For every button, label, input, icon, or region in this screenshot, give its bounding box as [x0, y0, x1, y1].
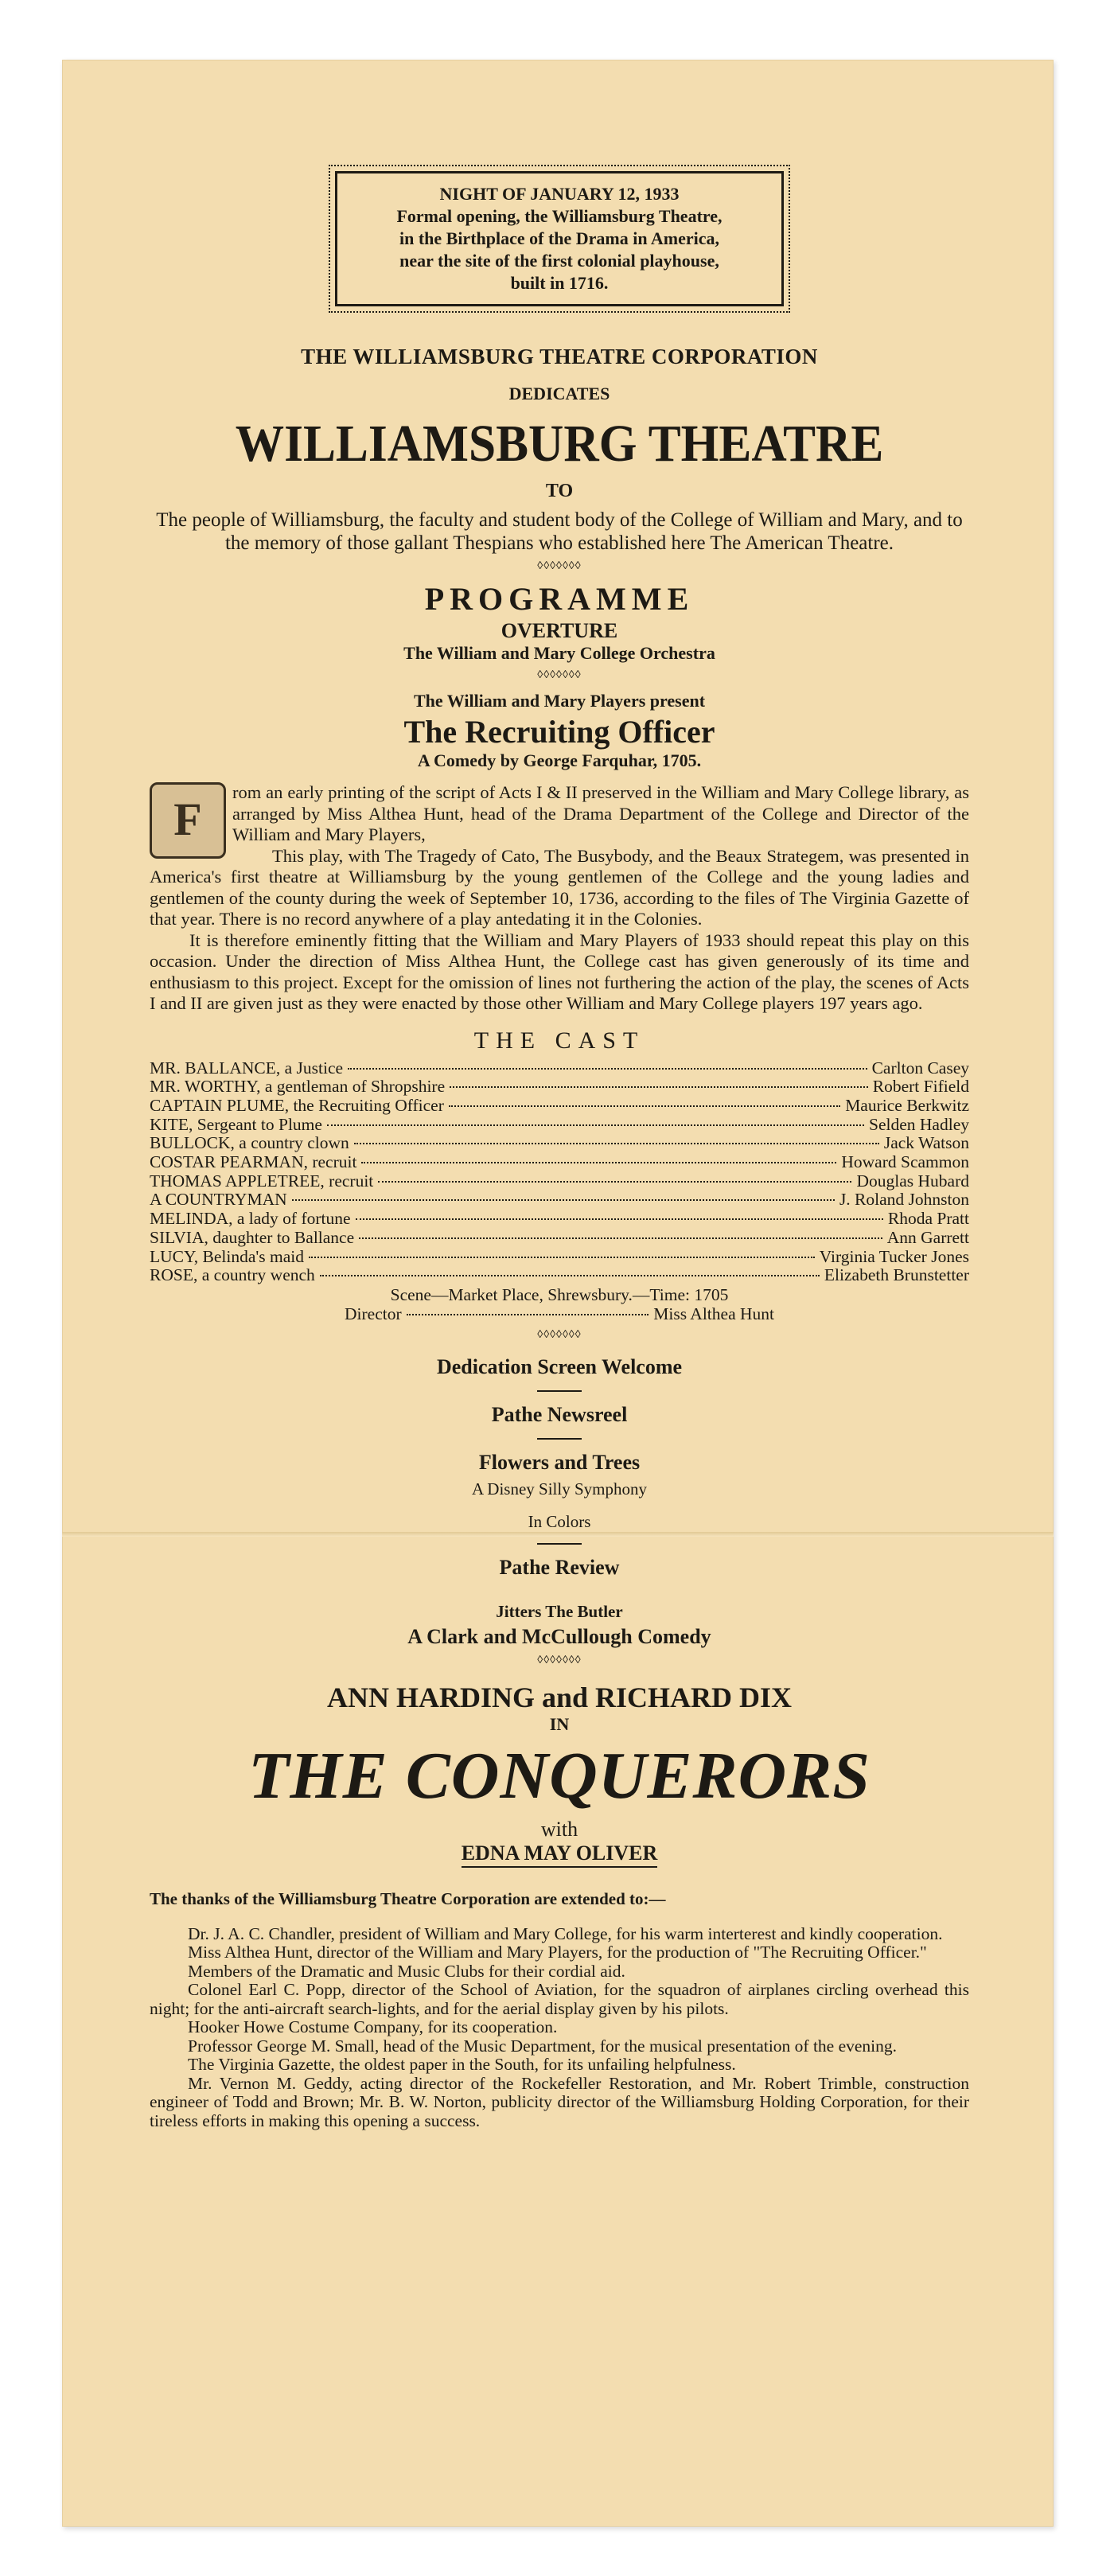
notice-line: near the site of the first colonial playhouse, [399, 251, 719, 271]
cast-actor: Carlton Casey [871, 1058, 969, 1078]
to-label: TO [545, 481, 574, 501]
cast-row [150, 1153, 969, 1172]
cast-actor: J. Roland Johnston [839, 1190, 969, 1210]
director-row [345, 1304, 774, 1323]
cast-actor: Howard Scammon [841, 1152, 969, 1172]
thanks-item: Members of the Dramatic and Music Clubs for their cordial aid. [188, 1961, 625, 1981]
thanks-heading: The thanks of the Williamsburg Theatre Corporation are extended to:— [150, 1888, 666, 1908]
bill-disney: A Disney Silly Symphony [472, 1479, 647, 1498]
scene-line: Scene—Market Place, Shrewsbury.—Time: 1705 [390, 1284, 729, 1304]
ornament-divider: ◊◊◊◊◊◊◊ [537, 1328, 582, 1341]
cast-actor: Ann Garrett [886, 1227, 969, 1247]
notice-line: built in 1716. [510, 273, 609, 293]
cast-row [150, 1134, 969, 1153]
cast-role: MELINDA, a lady of fortune [150, 1209, 351, 1229]
dedication-text: The people of Williamsburg, the faculty and student body of the College of William and Mary, and to the memory of those gallant Thespians who established here The American Theatre. [156, 509, 963, 554]
cast-row [150, 1116, 969, 1135]
cast-actor: Jack Watson [883, 1133, 969, 1153]
cast-role: CAPTAIN PLUME, the Recruiting Officer [150, 1095, 444, 1115]
bill-flowers: Flowers and Trees [478, 1450, 641, 1474]
cast-role: A COUNTRYMAN [150, 1190, 287, 1210]
thanks-item: Miss Althea Hunt, director of the William and Mary Players, for the production of "The Recruiting Officer." [188, 1943, 927, 1962]
cast-actor: Rhoda Pratt [887, 1209, 969, 1229]
drop-cap-letter: F [150, 782, 226, 859]
feature-stars: ANN HARDING and RICHARD DIX [326, 1681, 793, 1713]
cast-heading: THE CAST [473, 1027, 645, 1054]
bill-dedication-screen: Dedication Screen Welcome [436, 1354, 683, 1378]
cast-role: ROSE, a country wench [150, 1265, 315, 1285]
thanks-item: Colonel Earl C. Popp, director of the School of Aviation, for the squadron of airplanes circling overhead this night; for the anti-aircraft search-lights, and for the aerial display given by his pilots. [150, 1980, 969, 2018]
notice-line: in the Birthplace of the Drama in America, [399, 228, 720, 248]
feature-in: IN [549, 1713, 570, 1734]
cast-row [150, 1266, 969, 1285]
players-present: The William and Mary Players present [413, 691, 706, 711]
cast-role: LUCY, Belinda's maid [150, 1246, 304, 1266]
cast-row [150, 1248, 969, 1267]
director-label: Director [345, 1304, 402, 1323]
cast-role: MR. WORTHY, a gentleman of Shropshire [150, 1077, 446, 1097]
feature-title: THE CONQUERORS [248, 1738, 871, 1813]
cast-actor: Douglas Hubard [856, 1171, 969, 1191]
notice-line: NIGHT OF JANUARY 12, 1933 [439, 184, 680, 204]
director-name: Miss Althea Hunt [653, 1304, 774, 1323]
notes-paragraph: rom an early printing of the script of Acts I & II preserved in the William and Mary College library, as arranged by Miss Althea Hunt, head of the Drama Department of the College and Director of the William and Mary Players, [232, 782, 969, 844]
notice-line: Formal opening, the Williamsburg Theatre, [396, 206, 723, 226]
dedicates-label: DEDICATES [508, 384, 610, 403]
thanks-item: Mr. Vernon M. Geddy, acting director of the Rockefeller Restoration, and Mr. Robert Trimble, construction engineer of Todd and Brown; Mr. B. W. Norton, publicity director of the Williamsburg Holding Corporation, for their tireless efforts in making this opening a success. [150, 2073, 969, 2130]
notes-paragraph: This play, with The Tragedy of Cato, The Busybody, and the Beaux Strategem, was presented in America's first theatre at Williamsburg by the young gentlemen of the College and the young ladies and gentlemen of the county during the week of September 10, 1736, according to the files of The Virginia Gazette of that year. There is no record anywhere of a play antedating it in the Colonies. [150, 845, 969, 929]
cast-role: BULLOCK, a country clown [150, 1133, 349, 1153]
thanks-item: Hooker Howe Costume Company, for its cooperation. [188, 2017, 558, 2037]
cast-role: COSTAR PEARMAN, recruit [150, 1152, 357, 1172]
orchestra-name: The William and Mary College Orchestra [403, 643, 715, 663]
costar-name: EDNA MAY OLIVER [462, 1841, 658, 1868]
cast-actor: Selden Hadley [869, 1114, 969, 1134]
cast-actor: Robert Fifield [872, 1077, 969, 1097]
cast-row [150, 1078, 969, 1097]
cast-role: MR. BALLANCE, a Justice [150, 1058, 344, 1078]
cast-row [150, 1059, 969, 1078]
thanks-item: The Virginia Gazette, the oldest paper in the South, for its unfailing helpfulness. [188, 2055, 736, 2075]
feature-with: with [540, 1817, 578, 1841]
bill-review: Pathe Review [499, 1555, 620, 1579]
cast-role: KITE, Sergeant to Plume [150, 1114, 322, 1134]
short-rule [537, 1543, 582, 1545]
thanks-list [150, 1925, 969, 2131]
cast-role: THOMAS APPLETREE, recruit [150, 1171, 374, 1191]
bill-clark: A Clark and McCullough Comedy [407, 1624, 711, 1648]
bill-newsreel: Pathe Newsreel [491, 1402, 628, 1426]
corporation-name: THE WILLIAMSBURG THEATRE CORPORATION [301, 345, 818, 368]
cast-role: SILVIA, daughter to Ballance [150, 1227, 355, 1247]
thanks-item: Dr. J. A. C. Chandler, president of William and Mary College, for his warm interterest and kindly cooperation. [188, 1923, 943, 1943]
ornament-divider: ◊◊◊◊◊◊◊ [537, 560, 582, 572]
play-notes [150, 782, 969, 1015]
cast-list [150, 1059, 969, 1285]
programme-content [150, 171, 969, 2130]
ornament-divider: ◊◊◊◊◊◊◊ [537, 669, 582, 681]
feature-costar [150, 1841, 969, 1865]
play-title: The Recruiting Officer [403, 714, 715, 750]
theatre-title: WILLIAMSBURG THEATRE [235, 415, 884, 473]
programme-heading: PROGRAMME [424, 581, 695, 617]
cast-row [150, 1229, 969, 1248]
bill-jitters: Jitters The Butler [496, 1601, 623, 1621]
short-rule [537, 1438, 582, 1440]
notes-paragraph: It is therefore eminently fitting that the William and Mary Players of 1933 should repeat this play on this occasion. Under the direction of Miss Althea Hunt, the College cast has given generously of its time and enthusiasm to this project. Except for the omission of lines not furthering the action of the play, the scenes of Acts I and II are given just as they were enacted by those other William and Mary College players 197 years ago. [150, 929, 969, 1013]
overture-label: OVERTURE [501, 619, 618, 642]
ornament-divider: ◊◊◊◊◊◊◊ [537, 1654, 582, 1666]
opening-notice-box [335, 171, 784, 306]
cast-actor: Virginia Tucker Jones [819, 1246, 969, 1266]
play-author: A Comedy by George Farquhar, 1705. [417, 750, 702, 770]
cast-row [150, 1191, 969, 1210]
cast-row [150, 1097, 969, 1116]
programme-sheet [62, 60, 1054, 2527]
cast-actor: Maurice Berkwitz [845, 1095, 969, 1115]
cast-row [150, 1210, 969, 1229]
cast-row [150, 1172, 969, 1191]
short-rule [537, 1390, 582, 1392]
cast-actor: Elizabeth Brunstetter [824, 1265, 969, 1285]
bill-colors: In Colors [528, 1511, 591, 1531]
thanks-item: Professor George M. Small, head of the Music Department, for the musical presentation of the evening. [188, 2036, 898, 2056]
